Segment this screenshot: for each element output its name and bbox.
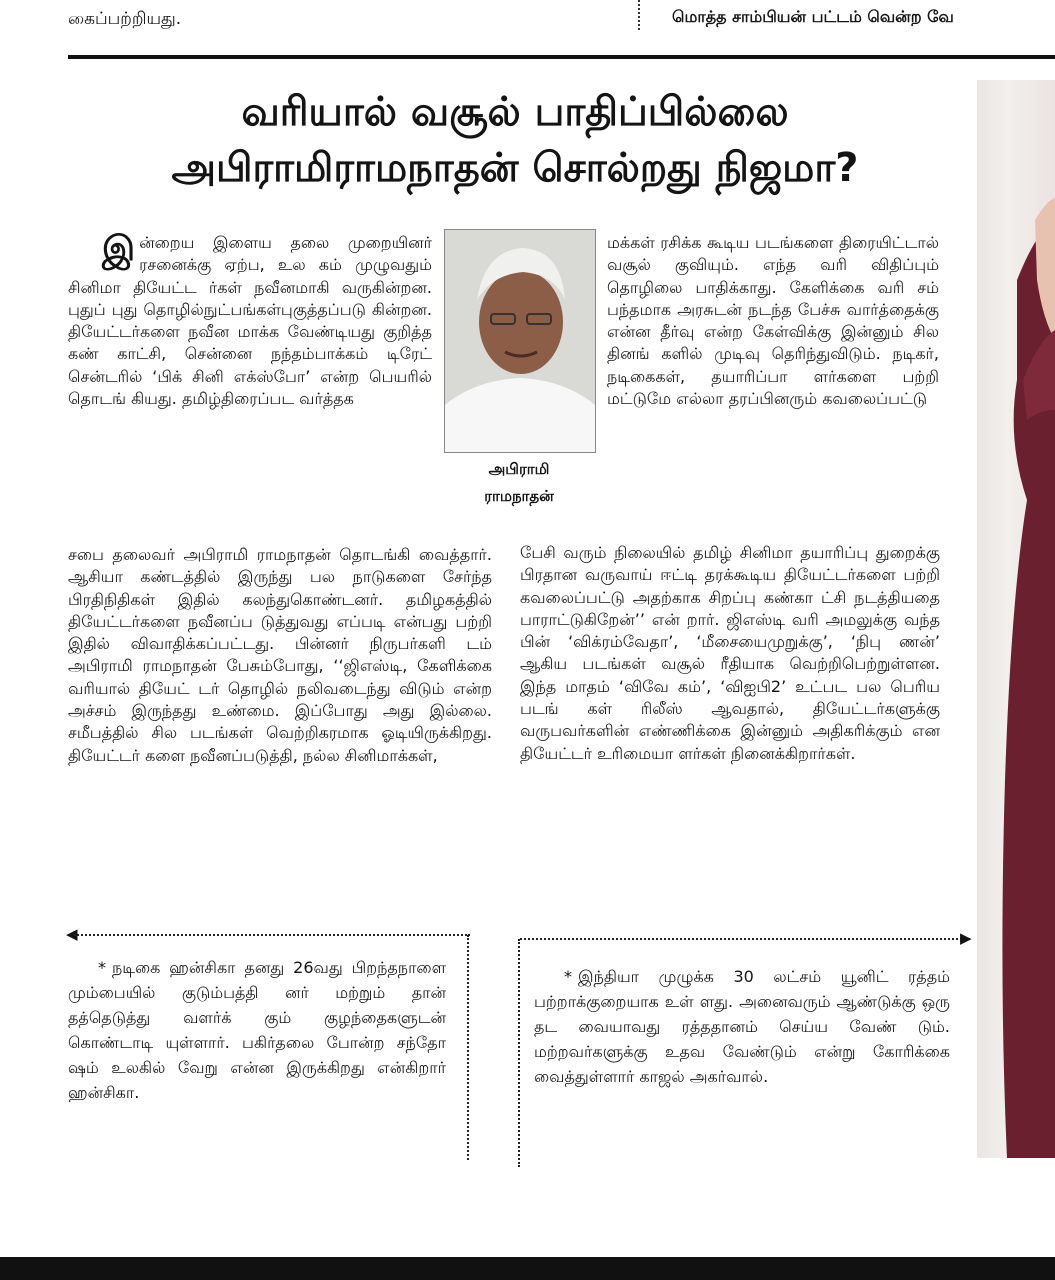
article-left-bottom: சபை தலைவர் அபிராமி ராமநாதன் தொடங்கி வைத்தார். ஆசியா கண்டத்தில் இருந்து பல நாடுகளை சேர்ந்த பிரதிநிதிகள் இதில் கலந்துகொண்டனர். தமிழகத்தில் தியேட்டர்களை நவீனப்ப டுத்துவது எப்படி என்பது பற்றி இதில் விவாதிக்கப்பட்டது. பின்னர் நிருபர்களி டம் அபிராமி ராமநாதன் பேசும்போது, ‘‘ஜிஎஸ்டி, கேளிக்கை வரியால் தியேட் டர் தொழில் நலிவடைந்து விடும் என்ற அச்சம் இருந்தது உண்மை. இப்போது அது இல்லை. சமீபத்தில் சில படங்கள் வெற்றிகரமாக ஓடியிருக்கிறது. தியேட்டர் களை நவீனப்படுத்தி, நல்ல சினிமாக்கள், (68, 545, 492, 765)
caption-line-2: ராமநாதன் (484, 487, 554, 505)
adjacent-article-tail: மொத்த சாம்பியன் பட்டம் வென்ற வே (672, 7, 954, 26)
headline-line-1: வரியால் வசூல் பாதிப்பில்லை (241, 89, 789, 135)
brief-left-text: நடிகை ஹன்சிகா தனது 26வது பிறந்தநாளை மும்பையில் குடும்பத்தி னர் மற்றும் தான் தத்தெடுத்து வளர்க் கும் குழந்தைகளுடன் கொண்டாடி யுள்ளார். பகிர்தலை போன்ற சந்தோ ஷம் உலகில் வேறு என்ன இருக்கிறது என்கிறார் ஹன்சிகா. (68, 958, 446, 1102)
article-left-top (68, 229, 432, 410)
brief-right-text: இந்தியா முழுக்க 30 லட்சம் யூனிட் ரத்தம் பற்றாக்குறையாக உள் ளது. அனைவரும் ஆண்டுக்கு ஒரு தட வையாவது ரத்ததானம் செய்ய வேண் டும். மற்றவர்களுக்கு உதவ வேண்டும் என்று கோரிக்கை வைத்துள்ளார் காஜல் அகர்வால். (534, 967, 950, 1086)
left-brief-top-divider (74, 934, 470, 936)
bottom-bar (0, 1257, 1055, 1280)
portrait-caption (444, 456, 594, 510)
brief-right (534, 964, 950, 1089)
section-rule (68, 55, 1055, 59)
top-column-divider (638, 0, 640, 30)
right-brief-top-divider (520, 938, 970, 940)
right-brief-side-divider (518, 939, 520, 1167)
headline (60, 84, 970, 196)
drop-cap: இ (102, 229, 136, 269)
left-brief-side-divider (467, 935, 469, 1160)
right-arrow-icon: ▶ (960, 929, 972, 947)
article-left-top-text: ன்றைய இளைய தலை முறையினர் ரசனைக்கு ஏற்ப, உல கம் முழுவதும் சினிமா தியேட்ட ர்கள் நவீனமாகி வருகின்றன. புதுப் புது தொழில்நுட்பங்கள்புகுத்தப்படு கின்றன. தியேட்டர்களை நவீன மாக்க வேண்டியது குறித்த கண் காட்சி, சென்னை நந்தம்பாக்கம் டிரேட் சென்டரில் ‘பிக் சினி எக்ஸ்போ’ என்ற பெயரில் தொடங் கியது. தமிழ்திரைப்பட வர்த்தக (68, 233, 432, 409)
side-photo-graphic (977, 80, 1055, 1158)
article-right-top: மக்கள் ரசிக்க கூடிய படங்களை திரையிட்டால் வசூல் குவியும். எந்த வரி விதிப்பும் தொழிலை பாதிக்காது. கேளிக்கை வரி சம் பந்தமாக அரசுடன் நடந்த பேச்சு வார்த்தைக்கு என்ன தீர்வு என்ற கேள்விக்கு இன்னும் சில தினங் களில் முடிவு தெரிந்துவிடும். நடிகர், நடிகைகள், தயாரிப்பா ளர்களை பற்றி மட்டுமே எல்லா தரப்பினரும் கவலைப்பட்டு (607, 233, 939, 409)
article-right-bottom: பேசி வரும் நிலையில் தமிழ் சினிமா தயாரிப்பு துறைக்கு பிரதான வருவாய் ஈட்டி தரக்கூடிய தியேட்டர்களை பற்றி கவலைப்பட்டு அதற்காக சிறப்பு கண்கா ட்சி நடத்தியதை பாராட்டுகிறேன்’’ என் றார். ஜிஎஸ்டி வரி அமலுக்கு வந்த பின் ‘விக்ரம்வேதா’, ‘மீசையைமுறுக்கு’, ‘நிபு ணன்’ ஆகிய படங்கள் வசூல் ரீதியாக வெற்றிபெற்றுள்ளன. இந்த மாதம் ‘விவே கம்’, ‘விஐபி2’ உட்பட பல பெரிய படங் கள் ரிலீஸ் ஆவதால், தியேட்டர்களுக்கு வருபவர்களின் எண்ணிக்கை இன்னும் அதிகரிக்கும் என தியேட்டர் உரிமையா ளர்கள் நினைக்கிறார்கள். (520, 543, 940, 763)
previous-article-tail: கைப்பற்றியது. (68, 9, 182, 29)
portrait-photo (444, 229, 596, 453)
brief-left (68, 955, 446, 1105)
headline-line-2: அபிராமிராமநாதன் சொல்றது நிஜமா? (171, 145, 859, 191)
caption-line-1: அபிராமி (488, 460, 550, 478)
portrait-graphic (445, 230, 595, 452)
left-arrow-icon: ◀ (66, 925, 78, 943)
brief-left-bullet: * (98, 958, 106, 977)
brief-right-bullet: * (564, 967, 572, 986)
side-photo (977, 80, 1055, 1158)
